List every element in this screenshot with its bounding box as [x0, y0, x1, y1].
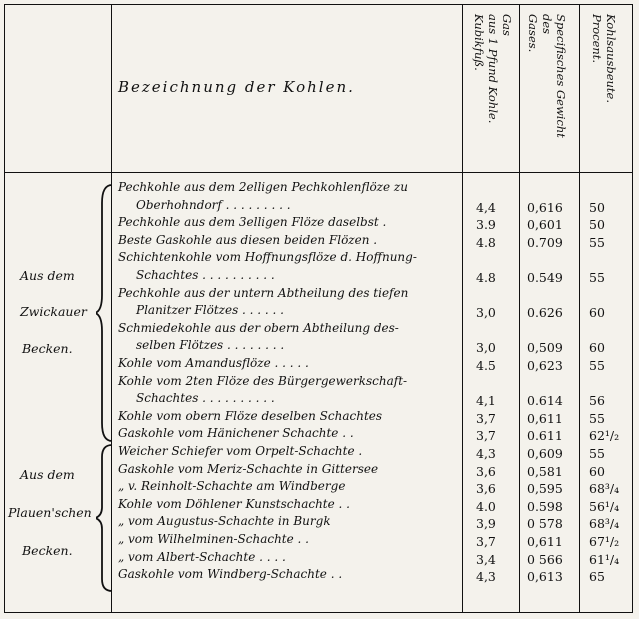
coke-value: 55: [589, 270, 605, 285]
row-description: Schmiedekohle aus der obern Abtheilung des-: [118, 320, 399, 335]
coke-value: 55: [589, 234, 605, 250]
weight-value: 0,613: [527, 569, 563, 585]
group-2-line1: Aus dem: [20, 467, 75, 482]
group-1-line1: Aus dem: [20, 268, 75, 283]
gas-value: 3,7: [476, 534, 496, 549]
row-description: Kohle vom 2ten Flöze des Bürgergewerkschaft-: [118, 373, 408, 388]
row-description: Kohle vom Döhlener Kunstschachte . .: [118, 496, 350, 511]
coke-value: 50: [589, 217, 605, 233]
brace-plauen: [96, 443, 116, 593]
gas-value: 3,7: [476, 428, 496, 444]
row-description: Schachtes . . . . . . . . . .: [136, 391, 275, 406]
column-divider: [579, 4, 580, 613]
gas-value: 4,3: [476, 446, 496, 461]
row-description: Weicher Schiefer vom Orpelt-Schachte .: [118, 444, 363, 458]
weight-value: 0.614: [527, 393, 563, 409]
row-description: Pechkohle aus dem 3elligen Flöze daselbst .: [118, 215, 387, 230]
gas-value: 3,6: [476, 481, 496, 497]
gas-value: 4,4: [476, 199, 496, 215]
header-weight: Specifisches Gewicht des Gases.: [526, 14, 568, 138]
coke-value: 55: [589, 446, 605, 461]
header-gas: Gas aus 1 Pfund Kohle. Kubikfuß.: [472, 14, 514, 124]
column-divider: [462, 4, 463, 613]
brace-zwickau: [96, 183, 116, 443]
header-coke: Kohlsausbeute. Procent.: [590, 14, 618, 104]
group-2-line2: Plauen'schen: [8, 505, 92, 520]
coke-value: 50: [589, 199, 605, 215]
coke-value: 60: [589, 340, 605, 356]
weight-value: 0,611: [527, 534, 563, 549]
row-description: Gaskohle vom Hänichener Schachte . .: [118, 426, 354, 441]
row-description: Pechkohle aus dem 2elligen Pechkohlenflöze zu: [118, 180, 408, 194]
coke-value: 65: [589, 569, 605, 585]
row-description: Gaskohle vom Meriz-Schachte in Gittersee: [118, 461, 379, 476]
row-description: selben Flötzes . . . . . . . .: [136, 338, 285, 353]
gas-value: 4.8: [476, 234, 496, 250]
row-description: „ vom Albert-Schachte . . . .: [118, 549, 286, 564]
gas-value: 3.9: [476, 217, 496, 233]
weight-value: 0.626: [527, 305, 563, 321]
row-description: Planitzer Flötzes . . . . . .: [136, 303, 284, 318]
coke-value: 62¹/₂: [589, 428, 620, 444]
weight-value: 0 566: [527, 551, 563, 567]
weight-value: 0.598: [527, 498, 563, 514]
coke-value: 56¹/₄: [589, 498, 620, 514]
gas-value: 3,0: [476, 340, 496, 356]
gas-value: 4.0: [476, 498, 496, 514]
weight-value: 0,581: [527, 463, 563, 479]
column-divider: [519, 4, 520, 613]
weight-value: 0,623: [527, 358, 563, 373]
gas-value: 3,4: [476, 551, 496, 567]
coke-value: 60: [589, 305, 605, 321]
header-divider: [4, 172, 633, 173]
header-designation: Bezeichnung der Kohlen.: [118, 78, 355, 96]
gas-value: 4.5: [476, 358, 496, 373]
coke-value: 61¹/₄: [589, 551, 620, 567]
row-description: Schichtenkohle vom Hoffnungsflöze d. Hoffnung-: [118, 250, 417, 265]
row-description: „ vom Augustus-Schachte in Burgk: [118, 514, 331, 529]
row-description: Kohle vom Amandusflöze . . . . .: [118, 356, 309, 370]
coke-value: 55: [589, 358, 605, 373]
weight-value: 0,609: [527, 446, 563, 461]
gas-value: 3,7: [476, 410, 496, 426]
weight-value: 0 578: [527, 516, 563, 532]
weight-value: 0.611: [527, 428, 563, 444]
row-description: „ v. Reinholt-Schachte am Windberge: [118, 479, 346, 494]
gas-value: 3,9: [476, 516, 496, 532]
gas-value: 4,3: [476, 569, 496, 585]
coke-value: 60: [589, 463, 605, 479]
weight-value: 0.549: [527, 270, 563, 285]
row-description: Beste Gaskohle aus diesen beiden Flözen .: [118, 232, 378, 247]
group-1-line3: Becken.: [22, 341, 73, 356]
coke-value: 55: [589, 410, 605, 426]
weight-value: 0.709: [527, 234, 563, 250]
coke-value: 68³/₄: [589, 516, 620, 532]
weight-value: 0,616: [527, 199, 563, 215]
row-description: Gaskohle vom Windberg-Schachte . .: [118, 567, 343, 582]
weight-value: 0,611: [527, 410, 563, 426]
row-description: Pechkohle aus der untern Abtheilung des tiefen: [118, 285, 409, 300]
group-1-line2: Zwickauer: [20, 304, 87, 319]
coke-value: 67¹/₂: [589, 534, 620, 549]
weight-value: 0,595: [527, 481, 563, 497]
row-description: Schachtes . . . . . . . . . .: [136, 268, 275, 282]
row-description: Oberhohndorf . . . . . . . . .: [136, 197, 291, 212]
coke-value: 56: [589, 393, 605, 409]
weight-value: 0,509: [527, 340, 563, 356]
row-description: Kohle vom obern Flöze deselben Schachtes: [118, 408, 383, 423]
group-2-line3: Becken.: [22, 543, 73, 558]
coke-value: 68³/₄: [589, 481, 620, 497]
weight-value: 0,601: [527, 217, 563, 233]
gas-value: 3,6: [476, 463, 496, 479]
gas-value: 4,1: [476, 393, 496, 409]
row-description: „ vom Wilhelminen-Schachte . .: [118, 532, 309, 546]
gas-value: 4.8: [476, 270, 496, 285]
gas-value: 3,0: [476, 305, 496, 321]
